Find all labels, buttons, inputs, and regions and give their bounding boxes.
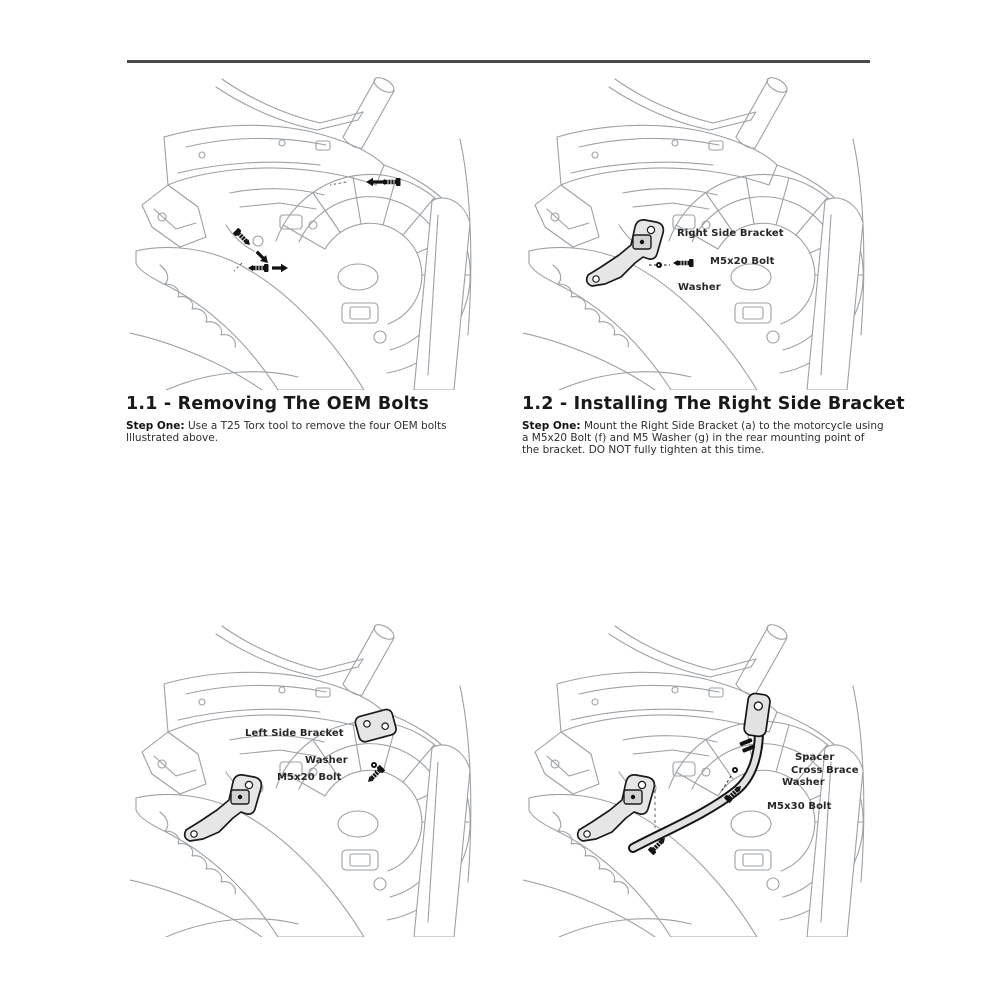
part-label-m5x20-bolt: M5x20 Bolt [710, 256, 775, 267]
step-text-1-2 [522, 420, 884, 456]
part-label-right-side-bracket: Right Side Bracket [677, 228, 784, 239]
m5x20-bolt-icon [673, 259, 694, 267]
removal-arrow-icon [366, 178, 382, 186]
step-text-1-1 [126, 420, 486, 444]
section-title-1-1: 1.1 - Removing The OEM Bolts [126, 394, 429, 414]
illustration-right-side-bracket [523, 75, 868, 390]
illustration-left-side-bracket [130, 622, 475, 937]
removal-arrow-icon [272, 264, 288, 272]
section-title-1-2: 1.2 - Installing The Right Side Bracket [522, 394, 905, 414]
cross-brace-parts [578, 693, 771, 856]
step-body: Use a T25 Torx tool to remove the four OEM bolts Illustrated above. [126, 420, 447, 444]
part-label-spacer: Spacer [795, 752, 835, 763]
step-label: Step One: [126, 420, 185, 432]
oem-bolt-icon [380, 178, 401, 186]
bracket-plate-shape [354, 708, 397, 743]
illustration-cross-brace [523, 622, 868, 937]
part-label-washer: Washer [782, 777, 825, 788]
part-label-washer: Washer [305, 755, 348, 766]
part-label-m5x30-bolt: M5x30 Bolt [767, 801, 832, 812]
motorcycle-line-art [130, 75, 475, 390]
washer-icon [371, 762, 377, 768]
part-label-washer: Washer [678, 282, 721, 293]
part-label-m5x20-bolt: M5x20 Bolt [277, 772, 342, 783]
part-label-cross-brace: Cross Brace [791, 765, 859, 776]
spacer-tab-shape [743, 693, 771, 738]
removal-arrow-icon [254, 249, 271, 266]
washer-icon [732, 767, 738, 773]
illustration-oem-bolt-removal [130, 75, 475, 390]
header-divider [127, 60, 870, 63]
step-label: Step One: [522, 420, 581, 432]
part-label-left-side-bracket: Left Side Bracket [245, 728, 344, 739]
step-body: Mount the Right Side Bracket (a) to the motorcycle using a M5x20 Bolt (f) and M5 Washer (g) in the rear mounting point of the bracket. DO NOT fully tighten at this time. [522, 420, 884, 456]
